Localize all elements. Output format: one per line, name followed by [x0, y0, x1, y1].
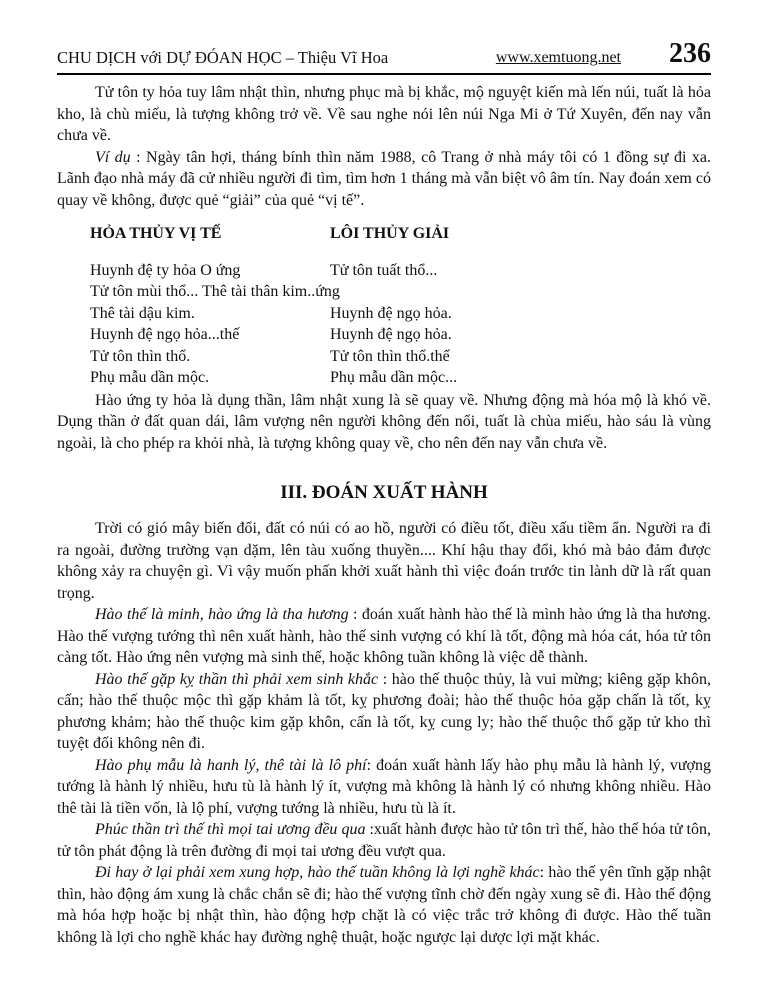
- rule-paragraph-ky-than: [57, 669, 711, 755]
- rule-lead: Hào thế gặp kỵ thần thì phải xem sinh khắc: [95, 670, 379, 688]
- table-cell: Phụ mẫu dần mộc.: [90, 369, 210, 386]
- rule-text: :xuất hành được hào tử tôn trì thế, hào thế hóa tử tôn, tử tôn phát động là trên đường đi mọi tai ương đều vượt qua.: [57, 821, 711, 860]
- page-header: [57, 40, 711, 75]
- example-text: : Ngày tân hợi, tháng bính thìn năm 1988, cô Trang ở nhà máy tôi có 1 đồng sự đi xa. Lãnh đạo nhà máy đã cử nhiều người đi tìm, tìm hơn 1 tháng mà vẫn biệt vô âm tín. Nay đoán xem có quay về không, được quẻ “giải” của quẻ “vị tế”.: [57, 148, 712, 209]
- section-heading: III. ĐOÁN XUẤT HÀNH: [280, 482, 488, 503]
- rule-paragraph-di-hay-o: [57, 862, 711, 948]
- hexagram-left-title: HỎA THỦY VỊ TẾ: [90, 225, 222, 242]
- website-link[interactable]: www.xemtuong.net: [495, 49, 621, 66]
- example-label: Ví dụ: [95, 148, 131, 166]
- table-row: [57, 303, 711, 325]
- table-cell: Huynh đệ ty hỏa O ứng: [90, 261, 241, 279]
- table-row: [57, 346, 711, 368]
- table-row: [57, 367, 711, 389]
- rule-lead: Hào phụ mẫu là hanh lý, thê tài là lô phí: [95, 756, 367, 774]
- hexagram-table: [57, 223, 711, 389]
- hexagram-right-title: LÔI THỦY GIẢI: [330, 225, 450, 242]
- hexagram-table-header: [57, 223, 711, 245]
- table-row: [57, 260, 711, 282]
- analysis-paragraph: [57, 390, 711, 455]
- paragraph-tu-ton: [57, 82, 711, 147]
- table-cell: Huynh đệ ngọ hỏa...thế: [90, 326, 240, 343]
- rule-lead: Phúc thần trì thế thì mọi tai ương đều qua: [95, 821, 366, 838]
- table-cell: Huynh đệ ngọ hỏa.: [330, 304, 452, 322]
- table-row: [57, 324, 711, 346]
- rule-text: : đoán xuất hành lấy hào phụ mẫu là hành lý, vượng tướng là hành lý nhiều, hưu tù là hành lý ít, vượng mà không là hành lý có nhưng không nhiều. Hào thê tài là tiền vốn, là lộ phí, vượng tướng là nhiều, hưu tù là ít.: [57, 756, 711, 817]
- example-paragraph: [57, 147, 711, 212]
- rule-paragraph-phu-mau: [57, 755, 711, 820]
- table-cell: Tử tôn mùi thổ... Thê tài thân kim..ứng: [90, 283, 340, 300]
- table-cell: Tử tôn thìn thổ.: [90, 347, 191, 365]
- table-cell: [340, 281, 711, 303]
- page-number: 236: [669, 38, 711, 69]
- rule-text: : đoán xuất hành hào thế là mình hào ứng là tha hương. Hào thế vượng tướng thì nên xuất hành, hào thế sinh vượng có khí là tốt, động mà hóa cát, hóa tử tôn càng tốt. Hào ứng nên vượng mà sinh thế, hoặc không tuần không là việc dễ thành.: [57, 606, 712, 666]
- book-title: CHU DỊCH với DỰ ĐÓAN HỌC – Thiệu Vĩ Hoa: [57, 48, 389, 67]
- rule-paragraph-the-ung: [57, 604, 711, 669]
- paragraph-text: Trời có gió mây biến đổi, đất có núi có ao hồ, người có điều tốt, điều xấu tiềm ẩn. Người ra đi ra ngoài, đường trường vạn dặm, lên tàu xuống thuyền.... Khí hậu thay đổi, khó mà bảo đảm được không xảy ra chuyện gì. Vì vậy muốn phấn khởi xuất hành thì việc đoán trước tin lành dữ là rất quan trọng.: [57, 520, 711, 602]
- rule-paragraph-phuc-than: [57, 819, 711, 862]
- paragraph-text: Tử tôn ty hỏa tuy lâm nhật thìn, nhưng phục mà bị khắc, mộ nguyệt kiến mà lến núi, tuất là hỏa kho, là chù miếu, là tượng không trở về. Về sau nghe nói lên núi Nga Mi ở Tứ Xuyên, đến nay vẫn chưa về.: [57, 84, 711, 144]
- table-cell: Tử tôn tuất thổ...: [330, 261, 438, 279]
- rule-lead: Đi hay ở lại phải xem xung hợp, hào thế tuần không là lợi nghề khác: [95, 864, 540, 881]
- intro-paragraph: [57, 518, 711, 604]
- table-row: [57, 281, 711, 303]
- rule-text: : hào thế thuộc thủy, là vui mừng; kiêng gặp khôn, cấn; hào thế thuộc mộc thì gặp khảm là tốt, kỵ phương đoài; hào thế thuộc hỏa gặp chấn là tốt, kỵ phương khảm; hào thế thuộc kim gặp khôn, cấn là tốt, kỵ cung ly; hào thế thuộc thổ gặp tử kho thì tuyệt đối không nên đi.: [57, 670, 712, 752]
- table-cell: Thê tài dậu kim.: [90, 304, 195, 322]
- paragraph-text: Hào ứng ty hỏa là dụng thần, lâm nhật xung là sẽ quay về. Nhưng động mà hóa mộ là khó về. Dụng thần ở đất quan dái, lâm vượng nên người không đến nổi, tuất là chùa miếu, hào sáu là vùng ngoài, là cho phép ra khỏi nhà, là tượng không quay về, cho nên đến nay vẫn chưa về.: [57, 391, 711, 452]
- rule-text: : hào thế yên tĩnh gặp nhật thìn, hào động ám xung là chắc chắn sẽ đi; hào thế vượng tĩnh chờ đến ngày xung sẽ đi. Hào thế động mà hóa hợp hoặc bị nhật thìn, hào động hợp chặt là có việc trắc trở không đi được. Hào thế tuần không là lợi cho nghề khác hay đường nghệ thuật, hoặc ngược lại dược lợi mặt khác.: [57, 864, 711, 946]
- table-cell: Phụ mẫu dần mộc...: [330, 369, 458, 386]
- table-cell: Tử tôn thìn thổ.thế: [330, 347, 450, 365]
- page-content: [57, 82, 711, 948]
- table-cell: Huynh đệ ngọ hỏa.: [330, 326, 452, 343]
- rule-lead: Hào thế là minh, hào ứng là tha hương: [95, 606, 349, 623]
